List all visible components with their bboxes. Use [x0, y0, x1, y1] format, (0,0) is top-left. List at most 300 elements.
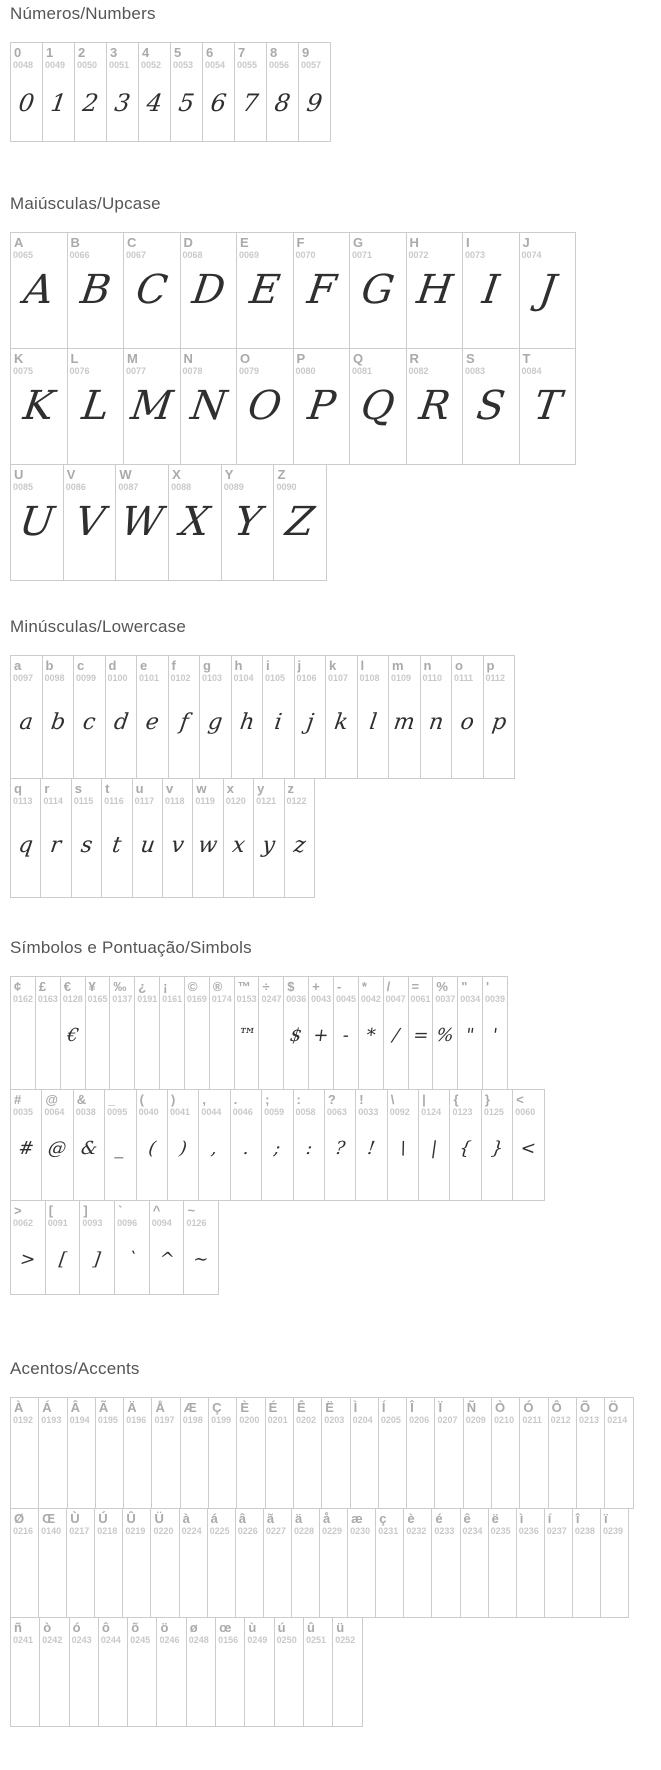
section-heading: Números/Numbers: [10, 4, 156, 23]
char-label: C: [127, 235, 137, 250]
char-cell: [294, 655, 327, 779]
char-label: l: [360, 658, 365, 673]
char-cell: [235, 1508, 264, 1618]
unicode-code: 0077: [126, 366, 147, 376]
unicode-code: 0122: [286, 796, 307, 806]
char-cell: [319, 1508, 348, 1618]
unicode-code: 0194: [69, 1415, 90, 1425]
char-cell: [349, 348, 407, 465]
glyph-preview: f: [177, 710, 190, 735]
char-cell: [74, 42, 107, 142]
char-label: ': [486, 979, 490, 994]
char-cell: [105, 655, 138, 779]
char-label: n: [423, 658, 432, 673]
charmap-row: [10, 1089, 661, 1201]
char-label: ú: [277, 1620, 286, 1635]
unicode-code: 0231: [378, 1526, 399, 1536]
unicode-code: 0069: [239, 250, 260, 260]
char-label: B: [70, 235, 80, 250]
char-label: &: [76, 1092, 87, 1107]
glyph-preview: U: [16, 499, 57, 545]
char-cell: [79, 1200, 115, 1295]
char-label: U: [14, 467, 24, 482]
char-cell: [123, 232, 181, 349]
unicode-code: 0057: [301, 60, 322, 70]
unicode-code: 0199: [211, 1415, 232, 1425]
glyph-preview: L: [78, 383, 112, 429]
char-cell: [253, 778, 284, 898]
unicode-code: 0048: [13, 60, 34, 70]
char-cell: [512, 1089, 544, 1201]
char-cell: [180, 232, 238, 349]
unicode-code: 0156: [218, 1635, 239, 1645]
char-cell: [167, 1089, 199, 1201]
char-label: Ù: [70, 1511, 80, 1526]
char-cell: [67, 232, 125, 349]
unicode-code: 0060: [515, 1107, 536, 1117]
unicode-code: 0196: [126, 1415, 147, 1425]
char-cell: [388, 655, 421, 779]
char-label: H: [409, 235, 419, 250]
unicode-code: 0207: [437, 1415, 458, 1425]
unicode-code: 0039: [485, 994, 506, 1004]
section-numbers: [10, 4, 661, 142]
char-cell: [258, 976, 284, 1090]
unicode-code: 0095: [107, 1107, 128, 1117]
unicode-code: 0200: [239, 1415, 260, 1425]
char-cell: [265, 1397, 294, 1509]
char-label: J: [522, 235, 530, 250]
unicode-code: 0217: [69, 1526, 90, 1536]
unicode-code: 0111: [454, 673, 474, 683]
char-label: Î: [410, 1400, 414, 1415]
char-label: a: [14, 658, 22, 673]
unicode-code: 0212: [550, 1415, 571, 1425]
unicode-code: 0065: [13, 250, 34, 260]
char-label: #: [14, 1092, 22, 1107]
char-label: Ô: [551, 1400, 562, 1415]
glyph-preview: |: [429, 1138, 439, 1159]
char-label: p: [486, 658, 495, 673]
glyph-preview: c: [81, 710, 98, 735]
char-cell: [67, 348, 125, 465]
unicode-code: 0161: [162, 994, 183, 1004]
unicode-code: 0096: [117, 1218, 138, 1228]
char-label: Z: [277, 467, 286, 482]
char-label: .: [233, 1092, 238, 1107]
unicode-code: 0236: [518, 1526, 539, 1536]
char-label: !: [359, 1092, 364, 1107]
char-label: i: [266, 658, 270, 673]
glyph-preview: b: [48, 710, 67, 735]
unicode-code: 0104: [233, 673, 254, 683]
char-cell: [483, 655, 516, 779]
unicode-code: 0197: [154, 1415, 175, 1425]
unicode-code: 0056: [269, 60, 290, 70]
char-cell: [325, 655, 358, 779]
unicode-code: 0084: [521, 366, 542, 376]
charmap-grid-lowercase: [10, 655, 661, 898]
glyph-preview: i: [272, 710, 284, 735]
glyph-preview: s: [79, 833, 94, 858]
unicode-code: 0080: [295, 366, 316, 376]
char-cell: [378, 1397, 407, 1509]
char-label: L: [70, 351, 79, 366]
char-label: ¢: [14, 979, 22, 994]
char-cell: [375, 1508, 404, 1618]
char-cell: [208, 1397, 237, 1509]
char-cell: [184, 976, 210, 1090]
char-cell: [209, 976, 235, 1090]
char-cell: [138, 42, 171, 142]
char-cell: [548, 1397, 577, 1509]
char-cell: [293, 1397, 322, 1509]
unicode-code: 0213: [578, 1415, 599, 1425]
unicode-code: 0220: [153, 1526, 174, 1536]
char-label: :: [296, 1092, 301, 1107]
unicode-code: 0163: [37, 994, 58, 1004]
char-cell: [236, 1397, 265, 1509]
char-label: Ï: [438, 1400, 443, 1415]
char-label: P: [296, 351, 306, 366]
glyph-preview: Q: [358, 383, 398, 429]
char-cell: [321, 1397, 350, 1509]
unicode-code: 0092: [389, 1107, 410, 1117]
glyph-preview: h: [237, 710, 256, 735]
glyph-preview: 3: [112, 89, 133, 117]
char-label: V: [66, 467, 76, 482]
char-cell: [98, 1617, 128, 1727]
glyph-preview: ^: [157, 1249, 176, 1270]
section-heading: Maiúsculas/Upcase: [10, 194, 161, 213]
char-label: \: [390, 1092, 395, 1107]
char-cell: [463, 1397, 492, 1509]
char-label: G: [353, 235, 364, 250]
glyph-preview: 9: [304, 89, 325, 117]
glyph-preview: x: [230, 833, 247, 858]
char-cell: [263, 1508, 292, 1618]
char-cell: [449, 1089, 481, 1201]
char-cell: [67, 1397, 96, 1509]
char-cell: [40, 778, 71, 898]
char-cell: [156, 1617, 186, 1727]
char-label: /: [386, 979, 391, 994]
char-cell: [236, 348, 294, 465]
char-cell: [234, 42, 267, 142]
unicode-code: 0081: [352, 366, 373, 376]
glyph-preview: j: [304, 710, 315, 735]
unicode-code: 0064: [44, 1107, 65, 1117]
glyph-preview: e: [143, 710, 161, 735]
char-cell: [85, 976, 111, 1090]
glyph-preview: 2: [80, 89, 101, 117]
unicode-code: 0119: [195, 796, 215, 806]
char-cell: [293, 232, 351, 349]
char-cell: [136, 1089, 168, 1201]
char-label: (: [139, 1092, 144, 1107]
unicode-code: 0211: [522, 1415, 542, 1425]
char-label: 8: [270, 45, 278, 60]
char-label: Q: [353, 351, 364, 366]
char-label: Å: [155, 1400, 165, 1415]
unicode-code: 0116: [104, 796, 124, 806]
unicode-code: 0079: [239, 366, 260, 376]
glyph-preview: F: [304, 267, 339, 313]
unicode-code: 0244: [100, 1635, 121, 1645]
char-cell: [132, 778, 163, 898]
char-label: <: [516, 1092, 524, 1107]
char-label: A: [14, 235, 24, 250]
glyph-preview: k: [332, 710, 350, 735]
char-label: -: [336, 979, 342, 994]
unicode-code: 0241: [13, 1635, 34, 1645]
char-cell: [38, 1397, 67, 1509]
unicode-code: 0224: [181, 1526, 202, 1536]
char-cell: [115, 464, 169, 581]
glyph-preview: =: [411, 1025, 430, 1046]
char-label: b: [45, 658, 54, 673]
char-cell: [261, 1089, 293, 1201]
charmap-row: [10, 976, 661, 1090]
unicode-code: 0093: [82, 1218, 103, 1228]
char-label: È: [240, 1400, 250, 1415]
glyph-preview: m: [392, 710, 417, 735]
char-label: î: [575, 1511, 580, 1526]
char-cell: [151, 1397, 180, 1509]
char-label: ¿: [138, 979, 147, 994]
char-cell: [604, 1397, 633, 1509]
glyph-preview: -: [341, 1025, 351, 1046]
unicode-code: 0058: [295, 1107, 316, 1117]
glyph-preview: 5: [176, 89, 197, 117]
unicode-code: 0085: [13, 482, 34, 492]
unicode-code: 0195: [97, 1415, 118, 1425]
unicode-code: 0037: [435, 994, 456, 1004]
glyph-preview: O: [245, 383, 285, 429]
unicode-code: 0121: [256, 796, 277, 806]
unicode-code: 0107: [328, 673, 349, 683]
char-cell: [202, 42, 235, 142]
glyph-preview: l: [367, 710, 379, 735]
char-label: ÷: [262, 979, 270, 994]
char-cell: [73, 655, 106, 779]
char-label: é: [435, 1511, 443, 1526]
glyph-preview: @: [47, 1138, 69, 1159]
glyph-preview: w: [196, 833, 220, 858]
char-cell: [162, 778, 193, 898]
unicode-code: 0106: [296, 673, 317, 683]
char-cell: [221, 464, 275, 581]
char-label: ,: [202, 1092, 206, 1107]
char-label: k: [329, 658, 337, 673]
unicode-code: 0226: [237, 1526, 258, 1536]
char-label: I: [466, 235, 470, 250]
char-cell: [69, 1617, 99, 1727]
char-label: ò: [43, 1620, 52, 1635]
unicode-code: 0035: [13, 1107, 34, 1117]
char-label: Í: [381, 1400, 386, 1415]
char-cell: [114, 1200, 150, 1295]
char-label: Ú: [98, 1511, 108, 1526]
glyph-preview: 0: [16, 89, 37, 117]
char-label: z: [287, 781, 295, 796]
glyph-preview: p: [489, 710, 508, 735]
glyph-preview: [: [57, 1249, 68, 1270]
glyph-preview: S: [473, 383, 508, 429]
unicode-code: 0108: [359, 673, 380, 683]
charmap-row: [10, 1200, 661, 1295]
char-cell: [357, 655, 390, 779]
char-label: [: [48, 1203, 54, 1218]
unicode-code: 0098: [44, 673, 65, 683]
charmap-grid-uppercase: [10, 232, 661, 581]
char-label: 9: [302, 45, 310, 60]
char-label: r: [44, 781, 50, 796]
char-label: E: [240, 235, 249, 250]
char-cell: [41, 1089, 73, 1201]
unicode-code: 0125: [483, 1107, 504, 1117]
char-cell: [104, 1089, 136, 1201]
unicode-code: 0214: [607, 1415, 628, 1425]
unicode-code: 0201: [267, 1415, 288, 1425]
char-cell: [519, 1397, 548, 1509]
char-label: ã: [266, 1511, 275, 1526]
unicode-code: 0062: [13, 1218, 34, 1228]
char-label: 1: [46, 45, 54, 60]
unicode-code: 0102: [170, 673, 191, 683]
char-cell: [170, 42, 203, 142]
glyph-preview: :: [304, 1138, 314, 1159]
char-label: c: [77, 658, 85, 673]
glyph-preview: >: [18, 1249, 37, 1270]
glyph-preview: <: [519, 1138, 538, 1159]
unicode-code: 0052: [141, 60, 162, 70]
char-cell: [406, 1397, 435, 1509]
char-cell: [66, 1508, 95, 1618]
unicode-code: 0071: [352, 250, 373, 260]
glyph-preview: A: [21, 267, 57, 313]
glyph-preview: *: [364, 1025, 377, 1046]
char-label: 7: [238, 45, 246, 60]
char-cell: [234, 976, 260, 1090]
char-cell: [10, 464, 64, 581]
unicode-code: 0088: [171, 482, 192, 492]
char-cell: [231, 655, 264, 779]
unicode-code: 0047: [385, 994, 406, 1004]
char-cell: [39, 1617, 69, 1727]
char-label: y: [257, 781, 265, 796]
char-label: K: [14, 351, 24, 366]
char-label: Ø: [14, 1511, 25, 1526]
glyph-preview: €: [65, 1025, 80, 1046]
char-label: S: [466, 351, 475, 366]
glyph-preview: &: [79, 1138, 99, 1159]
char-cell: [516, 1508, 545, 1618]
char-label: Ç: [212, 1400, 222, 1415]
char-label: ä: [294, 1511, 303, 1526]
char-label: x: [226, 781, 234, 796]
char-cell: [383, 976, 409, 1090]
char-label: $: [287, 979, 295, 994]
char-cell: [284, 778, 315, 898]
section-accents: [10, 1359, 661, 1727]
unicode-code: 0101: [139, 673, 160, 683]
char-label: @: [45, 1092, 59, 1107]
unicode-code: 0043: [311, 994, 332, 1004]
glyph-preview: W: [118, 499, 167, 545]
char-cell: [236, 232, 294, 349]
char-label: ^: [152, 1203, 161, 1218]
unicode-code: 0225: [209, 1526, 230, 1536]
char-label: {: [453, 1092, 459, 1107]
unicode-code: 0033: [358, 1107, 379, 1117]
glyph-preview: #: [17, 1138, 36, 1159]
unicode-code: 0067: [126, 250, 147, 260]
char-label: ì: [519, 1511, 524, 1526]
char-label: æ: [351, 1511, 363, 1526]
char-label: _: [108, 1092, 116, 1107]
char-label: N: [183, 351, 193, 366]
char-cell: [179, 1508, 208, 1618]
glyph-preview: %: [435, 1025, 456, 1046]
char-label: ¡: [163, 979, 168, 994]
glyph-preview: K: [20, 383, 57, 429]
glyph-preview: N: [187, 383, 229, 429]
unicode-code: 0073: [465, 250, 486, 260]
char-cell: [73, 1089, 105, 1201]
char-label: £: [38, 979, 47, 994]
unicode-code: 0198: [182, 1415, 203, 1425]
char-cell: [10, 348, 68, 465]
unicode-code: 0202: [295, 1415, 316, 1425]
char-label: Ó: [523, 1400, 534, 1415]
unicode-code: 0169: [186, 994, 207, 1004]
glyph-preview: $: [288, 1025, 304, 1046]
char-label: 0: [14, 45, 22, 60]
char-label: œ: [219, 1620, 232, 1635]
char-label: 5: [174, 45, 182, 60]
unicode-code: 0110: [422, 673, 443, 683]
char-label: =: [411, 979, 420, 994]
unicode-code: 0105: [265, 673, 286, 683]
unicode-code: 0090: [276, 482, 297, 492]
glyph-preview: }: [489, 1138, 505, 1159]
charmap-row: [10, 1397, 661, 1509]
glyph-preview: ]: [92, 1249, 103, 1270]
unicode-code: 0091: [47, 1218, 68, 1228]
unicode-code: 0099: [76, 673, 97, 683]
char-cell: [262, 655, 295, 779]
char-cell: [431, 1508, 460, 1618]
glyph-preview: J: [535, 267, 559, 313]
unicode-code: 0036: [286, 994, 307, 1004]
char-cell: [403, 1508, 432, 1618]
unicode-code: 0251: [305, 1635, 326, 1645]
char-label: M: [127, 351, 138, 366]
unicode-code: 0082: [408, 366, 429, 376]
char-cell: [71, 778, 102, 898]
char-cell: [94, 1508, 123, 1618]
char-cell: [491, 1397, 520, 1509]
char-label: W: [119, 467, 132, 482]
unicode-code: 0118: [164, 796, 185, 806]
glyph-preview: .: [241, 1138, 251, 1159]
char-label: ü: [336, 1620, 345, 1635]
unicode-code: 0210: [494, 1415, 515, 1425]
char-label: v: [165, 781, 174, 796]
unicode-code: 0117: [134, 796, 155, 806]
char-cell: [127, 1617, 157, 1727]
